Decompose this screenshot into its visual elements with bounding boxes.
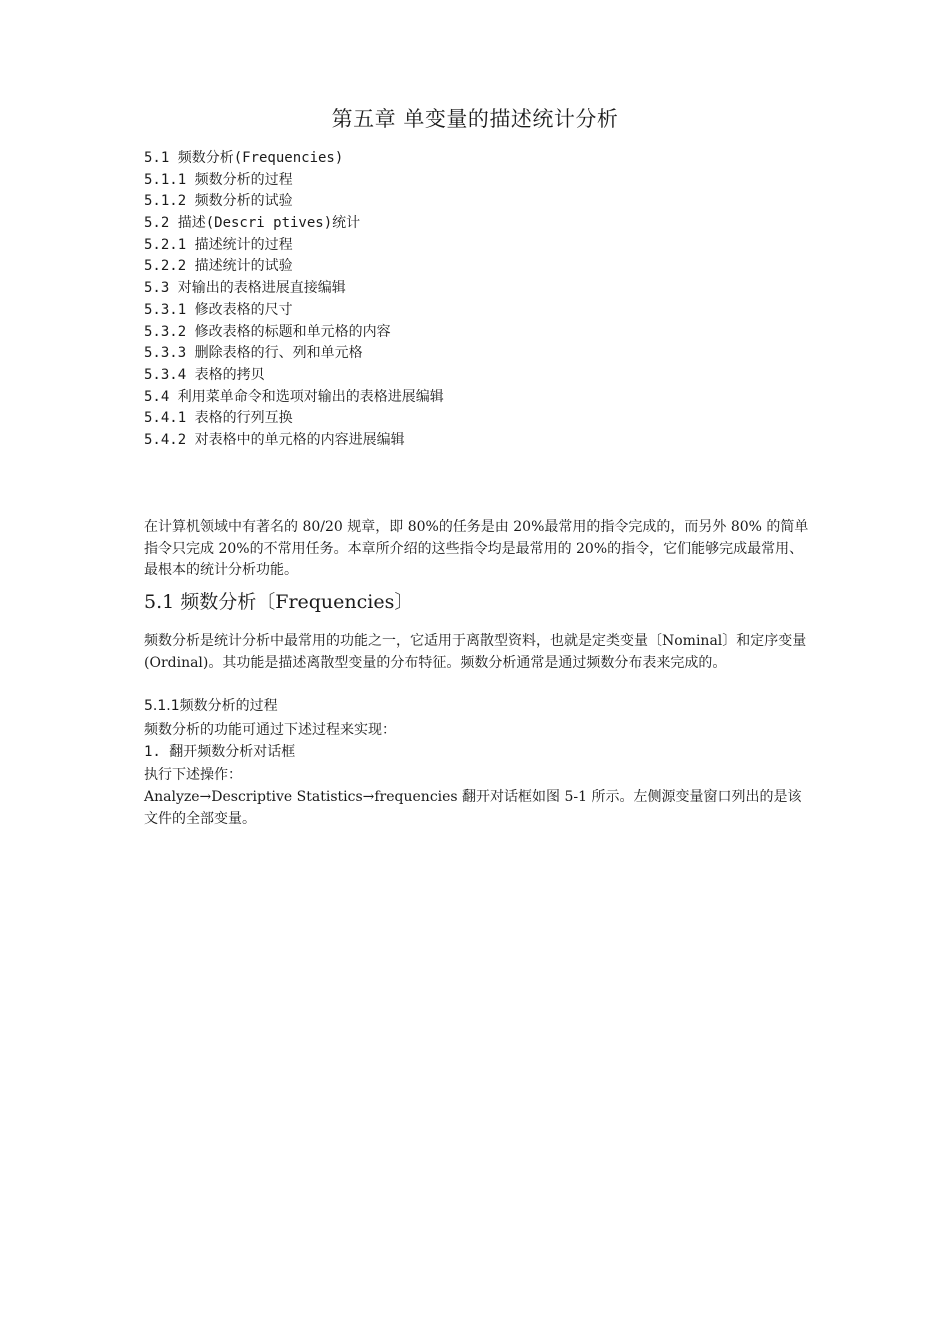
table-of-contents [144, 148, 444, 452]
toc-item: 5.3 对输出的表格进展直接编辑 [144, 280, 346, 297]
toc-item: 5.2 描述(Descri ptives)统计 [144, 215, 361, 232]
toc-item: 5.2.2 描述统计的试验 [144, 258, 293, 275]
toc-item: 5.4.2 对表格中的单元格的内容进展编辑 [144, 431, 405, 448]
toc-item: 5.3.4 表格的拷贝 [144, 366, 265, 383]
toc-item: 5.4.1 表格的行列互换 [144, 410, 293, 427]
toc-item: 5.1.1 频数分析的过程 [144, 171, 293, 188]
subsection-number: 5.1.1 [144, 698, 180, 714]
section-heading: 5.1 频数分析〔Frequencies〕 [144, 591, 414, 613]
toc-item: 5.1.2 频数分析的试验 [144, 193, 293, 210]
toc-item: 5.2.1 描述统计的过程 [144, 236, 293, 253]
toc-item: 5.3.3 删除表格的行、列和单元格 [144, 345, 363, 362]
execute-line: 执行下述操作： [144, 767, 242, 783]
toc-item: 5.3.2 修改表格的标题和单元格的内容 [144, 323, 391, 340]
section-paragraph: 频数分析是统计分析中最常用的功能之一，它适用于离散型资料，也就是定类变量〔Nominal〕和定序变量(Ordinal)。其功能是描述离散型变量的分布特征。频数分析通常是通过频数分布表来完成的。 [144, 633, 807, 671]
subsection-heading [144, 696, 278, 716]
toc-item: 5.1 频数分析(Frequencies) [144, 150, 344, 166]
intro-paragraph: 在计算机领域中有著名的 80/20 规章，即 80%的任务是由 20%最常用的指令完成的，而另外 80% 的简单指令只完成 20%的不常用任务。本章所介绍的这些指令均是最常用的 20%的指令，它们能够完成最常用、最根本的统计分析功能。 [144, 519, 809, 578]
subsection-title: 频数分析的过程 [179, 698, 278, 714]
chapter-title: 第五章 单变量的描述统计分析 [331, 107, 619, 131]
operation-path-paragraph: Analyze→Descriptive Statistics→frequencies 翻开对话框如图 5-1 所示。左侧源变量窗口列出的是该文件的全部变量。 [144, 789, 802, 827]
toc-item: 5.4 利用菜单命令和选项对输出的表格进展编辑 [144, 388, 444, 405]
step-line: 1. 翻开频数分析对话框 [144, 744, 296, 760]
toc-item: 5.3.1 修改表格的尺寸 [144, 301, 293, 318]
process-intro-line: 频数分析的功能可通过下述过程来实现： [144, 722, 396, 738]
